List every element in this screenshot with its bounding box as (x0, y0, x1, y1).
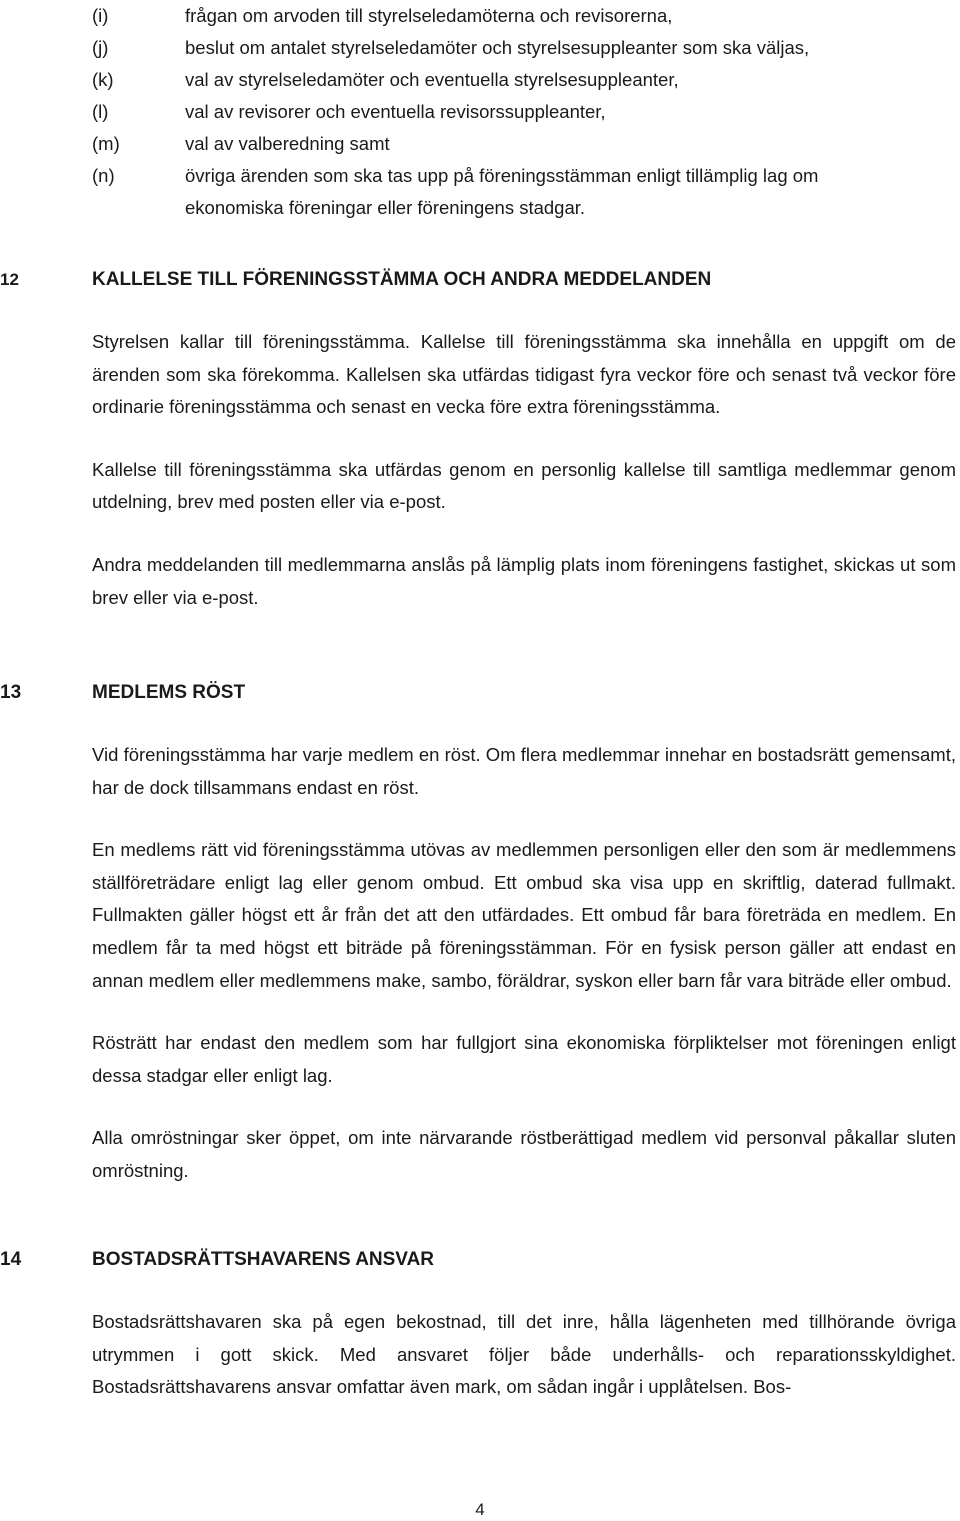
list-item (92, 32, 912, 64)
section-heading (0, 264, 960, 296)
list-item-text: val av revisorer och eventuella revisorssuppleanter, (185, 101, 606, 122)
page-number: 4 (475, 1500, 485, 1519)
paragraph: Vid föreningsstämma har varje medlem en röst. Om flera medlemmar innehar en bostadsrätt gemensamt, har de dock tillsammans endast en röst. (92, 744, 956, 798)
paragraph: Bostadsrättshavaren ska på egen bekostnad, till det inre, hålla lägenheten med tillhörande övriga utrymmen i gott skick. Med ansvaret följer både underhålls- och reparationsskyldighet. Bostadsrättshavarens ansvar omfattar även mark, om sådan ingår i upplåtelsen. Bos- (92, 1311, 956, 1398)
paragraph: Styrelsen kallar till föreningsstämma. Kallelse till föreningsstämma ska innehålla en uppgift om de ärenden som ska förekomma. Kallelsen ska utfärdas tidigast fyra veckor före och senast två veckor före ordinarie föreningsstämma och senast en vecka före extra föreningsstämma. (92, 331, 956, 418)
section-number: 13 (0, 682, 22, 703)
list-item-label: (k) (92, 69, 114, 90)
list-item (92, 160, 912, 224)
list-item-label: (n) (92, 165, 115, 186)
list-item-text: frågan om arvoden till styrelseledamöterna och revisorerna, (185, 5, 673, 26)
section-title: MEDLEMS RÖST (92, 682, 246, 703)
section-12 (0, 264, 960, 614)
paragraph: Kallelse till föreningsstämma ska utfärdas genom en personlig kallelse till samtliga medlemmar genom utdelning, brev med posten eller via e-post. (92, 458, 956, 513)
section-13 (0, 677, 960, 1188)
paragraph: Andra meddelanden till medlemmarna anslås på lämplig plats inom föreningens fastighet, skickas ut som brev eller via e-post. (92, 553, 956, 608)
list-item-label: (m) (92, 133, 120, 154)
list-item-text: val av valberedning samt (185, 133, 390, 154)
list-item-text: val av styrelseledamöter och eventuella styrelsesuppleanter, (185, 69, 679, 90)
section-14 (0, 1244, 960, 1404)
section-number: 14 (0, 1249, 22, 1270)
paragraph: En medlems rätt vid föreningsstämma utövas av medlemmen personligen eller den som är medlemmens ställföreträdare enligt lag eller genom ombud. Ett ombud ska visa upp en skriftlig, daterad fullmakt. Fullmakten gäller högst ett år från det att den utfärdades. Ett ombud får bara företräda en medlem. En medlem får ta med högst ett biträde på föreningsstämman. För en fysisk person gäller att endast en annan medlem eller medlemmens make, sambo, föräldrar, syskon eller barn får vara biträde eller ombud. (92, 839, 956, 991)
section-title: KALLELSE TILL FÖRENINGSSTÄMMA OCH ANDRA MEDDELANDEN (92, 269, 712, 290)
agenda-list (92, 0, 912, 224)
list-item (92, 0, 912, 32)
section-heading (0, 1244, 960, 1276)
section-number: 12 (0, 270, 19, 289)
list-item-text: beslut om antalet styrelseledamöter och styrelsesuppleanter som ska väljas, (185, 37, 810, 58)
list-item-label: (l) (92, 101, 109, 122)
list-item-label: (i) (92, 5, 109, 26)
paragraph: Rösträtt har endast den medlem som har fullgjort sina ekonomiska förpliktelser mot föreningen enligt dessa stadgar eller enligt lag. (92, 1032, 956, 1086)
list-item-text-continued: ekonomiska föreningar eller föreningens stadgar. (185, 197, 586, 218)
list-item (92, 96, 912, 128)
list-item-text: övriga ärenden som ska tas upp på föreningsstämman enligt tillämplig lag om (185, 165, 819, 186)
section-heading (0, 677, 960, 709)
list-item (92, 64, 912, 96)
paragraph: Alla omröstningar sker öppet, om inte närvarande röstberättigad medlem vid personval påkallar sluten omröstning. (92, 1127, 956, 1181)
section-title: BOSTADSRÄTTSHAVARENS ANSVAR (92, 1249, 435, 1270)
list-item (92, 128, 912, 160)
list-item-label: (j) (92, 37, 109, 58)
